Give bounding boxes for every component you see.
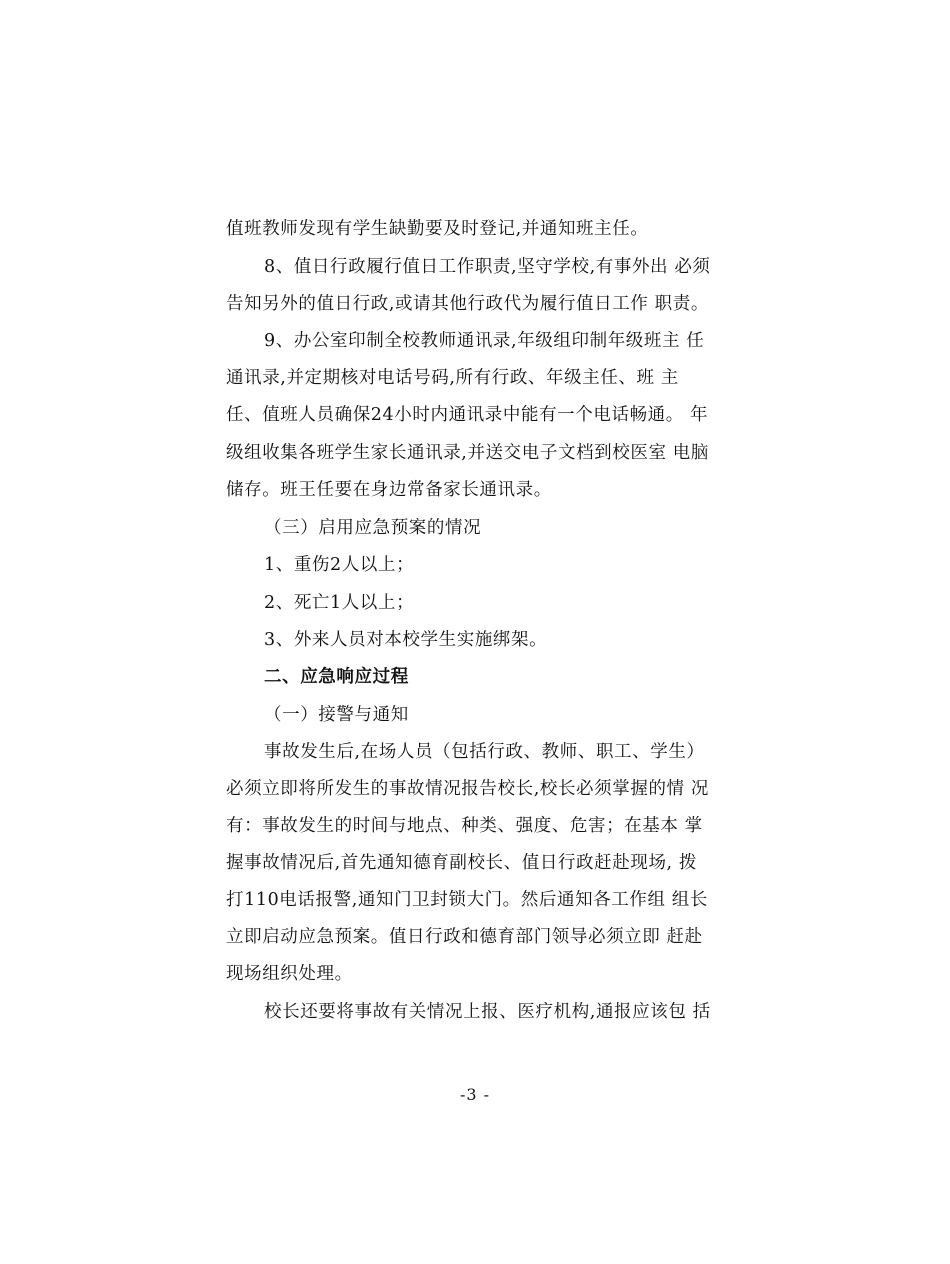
text-line-15: 事故发生后,在场人员（包括行政、教师、职工、学生） bbox=[264, 742, 705, 762]
text-line-22: 校长还要将事故有关情况上报、医疗机构,通报应该包 括 bbox=[264, 1002, 711, 1022]
text-line-5: 通讯录,并定期核对电话号码,所有行政、年级主任、班 主 bbox=[226, 368, 679, 388]
text-line-3: 告知另外的值日行政,或请其他行政代为履行值日工作 职责。 bbox=[226, 294, 709, 314]
text-line-17: 有：事故发生的时间与地点、种类、强度、危害；在基本 掌 bbox=[226, 816, 703, 836]
text-line-8: 储存。班王任要在身边常备家长通讯录。 bbox=[226, 480, 552, 500]
list-item-3: 3、外来人员对本校学生实施绑架。 bbox=[264, 630, 548, 650]
page-number: -3 - bbox=[459, 1085, 491, 1104]
list-item-1: 1、重伤2人以上； bbox=[264, 555, 415, 575]
section-heading-3: （三）启用应急预案的情况 bbox=[264, 518, 482, 538]
subsection-title-1: （一）接警与通知 bbox=[264, 705, 409, 725]
text-line-4: 9、办公室印制全校教师通讯录,年级组印制年级班主 任 bbox=[264, 331, 705, 351]
text-line-2: 8、值日行政履行值日工作职责,坚守学校,有事外出 必须 bbox=[264, 257, 711, 277]
text-line-7: 级组收集各班学生家长通讯录,并送交电子文档到校医室 电脑 bbox=[226, 443, 709, 463]
text-line-6: 任、值班人员确保24小时内通讯录中能有一个电话畅通。 年 bbox=[226, 405, 709, 425]
text-line-16: 必须立即将所发生的事故情况报告校长,校长必须掌握的情 况 bbox=[226, 779, 709, 799]
text-line-1: 值班教师发现有学生缺勤要及时登记,并通知班主任。 bbox=[226, 219, 649, 239]
text-line-21: 现场组织处理。 bbox=[226, 964, 353, 984]
text-line-20: 立即启动应急预案。值日行政和德育部门领导必须立即 赶赴 bbox=[226, 927, 703, 947]
text-line-18: 握事故情况后,首先通知德育副校长、值日行政赶赴现场, 拨 bbox=[226, 853, 697, 873]
list-item-2: 2、死亡1人以上； bbox=[264, 593, 415, 613]
text-line-19: 打110电话报警,通知门卫封锁大门。然后通知各工作组 组长 bbox=[226, 890, 708, 910]
section-title-2: 二、应急响应过程 bbox=[264, 667, 409, 687]
